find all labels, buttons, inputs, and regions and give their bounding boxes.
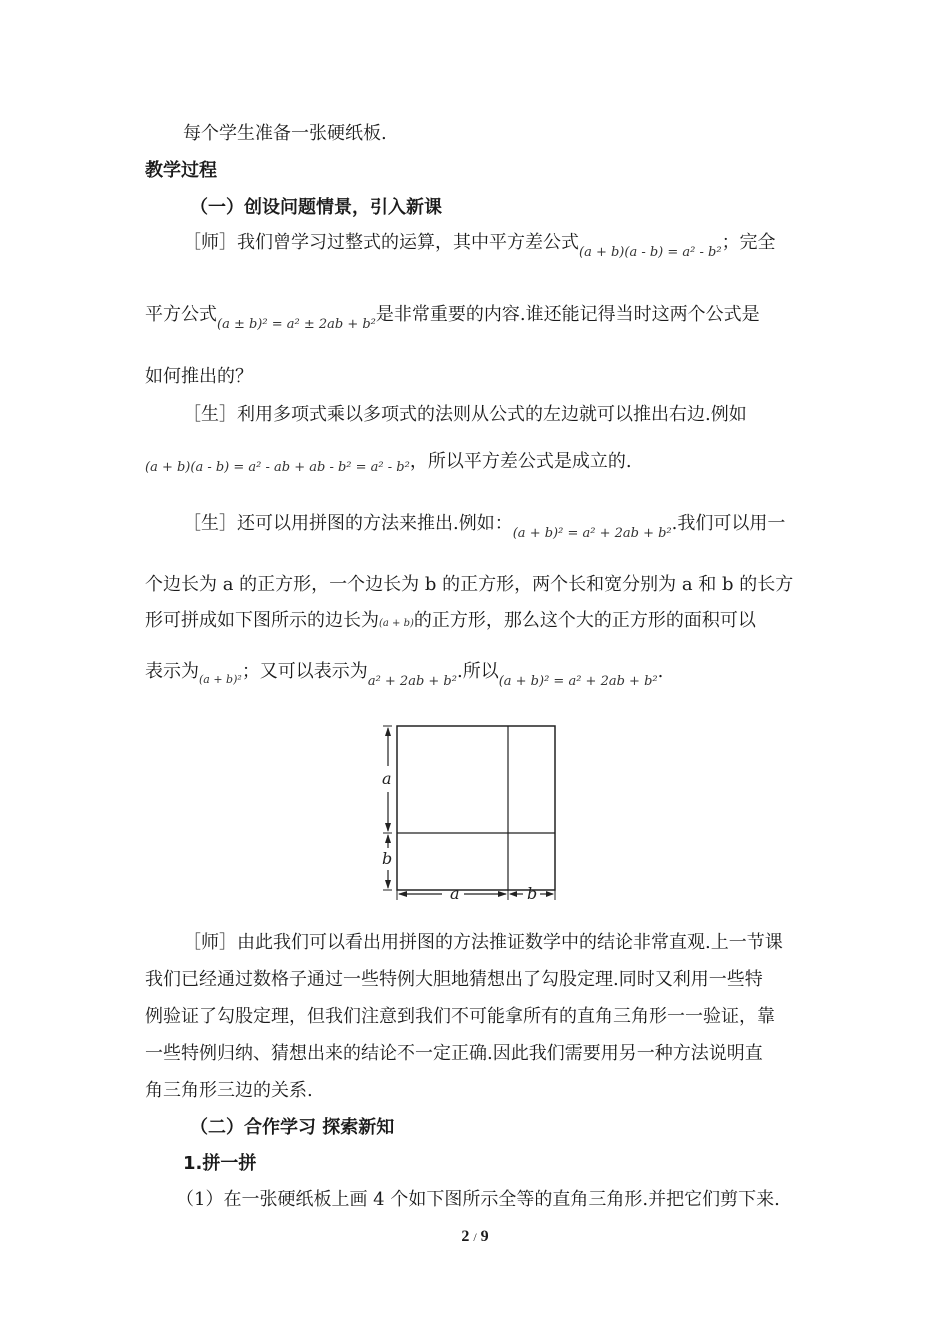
teacher-paragraph-2-line-4: 一些特例归纳、猜想出来的结论不一定正确.因此我们需要用另一种方法说明直 (145, 1043, 763, 1064)
line9-text: 表示为 (145, 661, 199, 682)
teacher-paragraph-2-line-1: ［师］由此我们可以看出用拼图的方法推证数学中的结论非常直观.上一节课 (183, 932, 783, 953)
horizontal-label-b: b (527, 884, 538, 900)
area-formula-1: (a + b)² (199, 673, 242, 686)
teacher-paragraph-2-line-3: 例验证了勾股定理，但我们注意到我们不可能拿所有的直角三角形一一验证，靠 (145, 1006, 775, 1027)
student2-tail: .我们可以用一 (671, 513, 786, 534)
student-paragraph-1: ［生］利用多项式乘以多项式的法则从公式的左边就可以推出右边.例如 (183, 404, 747, 425)
section-title: 教学过程 (145, 160, 217, 181)
perfect-square-formula: (a ± b)² = a² ± 2ab + b² (217, 317, 376, 332)
area-line (145, 660, 810, 689)
student-paragraph-2 (183, 512, 810, 541)
current-page: 2 (461, 1228, 470, 1245)
expansion-line (145, 450, 810, 476)
outer-square (397, 726, 555, 890)
side-length-formula: (a + b) (379, 618, 414, 629)
student2-text: ［生］还可以用拼图的方法来推出.例如： (183, 513, 513, 534)
question-line: 如何推出的？ (145, 366, 253, 387)
teacher1-tail: ；完全 (721, 232, 776, 253)
line9-tail: . (657, 661, 664, 682)
description-line: 个边长为 a 的正方形，一个边长为 b 的正方形，两个长和宽分别为 a 和 b 的长方 (145, 574, 794, 595)
teacher1-text: ［师］我们曾学习过整式的运算，其中平方差公式 (183, 232, 579, 253)
page-number (0, 1228, 950, 1246)
vertical-label-b: b (382, 849, 393, 868)
expansion-tail: ，所以平方差公式是成立的. (409, 451, 632, 472)
subsection-title-1: （一）创设问题情景，引入新课 (190, 197, 442, 218)
line2-tail: 是非常重要的内容.谁还能记得当时这两个公式是 (375, 304, 760, 325)
expansion-formula: (a + b)(a - b) = a² - ab + ab - b² = a² - b² (145, 460, 410, 475)
side-length-line (145, 609, 810, 636)
area-formula-2: a² + 2ab + b² (367, 674, 457, 689)
prep-line: 每个学生准备一张硬纸板. (183, 123, 387, 144)
vertical-label-a: a (382, 769, 392, 788)
subsection-title-2: （二）合作学习 探索新知 (190, 1117, 395, 1138)
item-1-text: （1）在一张硬纸板上画 4 个如下图所示全等的直角三角形.并把它们剪下来. (176, 1189, 780, 1210)
page-separator: / (473, 1230, 477, 1244)
teacher-paragraph-1 (183, 231, 810, 260)
line2-text: 平方公式 (145, 304, 217, 325)
total-pages: 9 (480, 1228, 489, 1245)
line9-mid2: .所以 (456, 661, 499, 682)
line8-tail: 的正方形，那么这个大的正方形的面积可以 (413, 610, 756, 631)
horizontal-label-a: a (450, 884, 460, 900)
line8-text: 形可拼成如下图所示的边长为 (145, 610, 379, 631)
teacher-paragraph-2-line-5: 角三角形三边的关系. (145, 1080, 313, 1101)
area-formula-3: (a + b)² = a² + 2ab + b² (498, 674, 658, 689)
perfect-square-line (145, 303, 810, 332)
item-1-title: 1.拼一拼 (183, 1153, 257, 1174)
square-sum-formula: (a + b)² = a² + 2ab + b² (512, 526, 672, 541)
square-figure (380, 720, 570, 900)
teacher-paragraph-2-line-2: 我们已经通过数格子通过一些特例大胆地猜想出了勾股定理.同时又利用一些特 (145, 969, 763, 990)
line9-mid: ；又可以表示为 (241, 661, 368, 682)
difference-of-squares-formula: (a + b)(a - b) = a² - b² (579, 245, 722, 260)
